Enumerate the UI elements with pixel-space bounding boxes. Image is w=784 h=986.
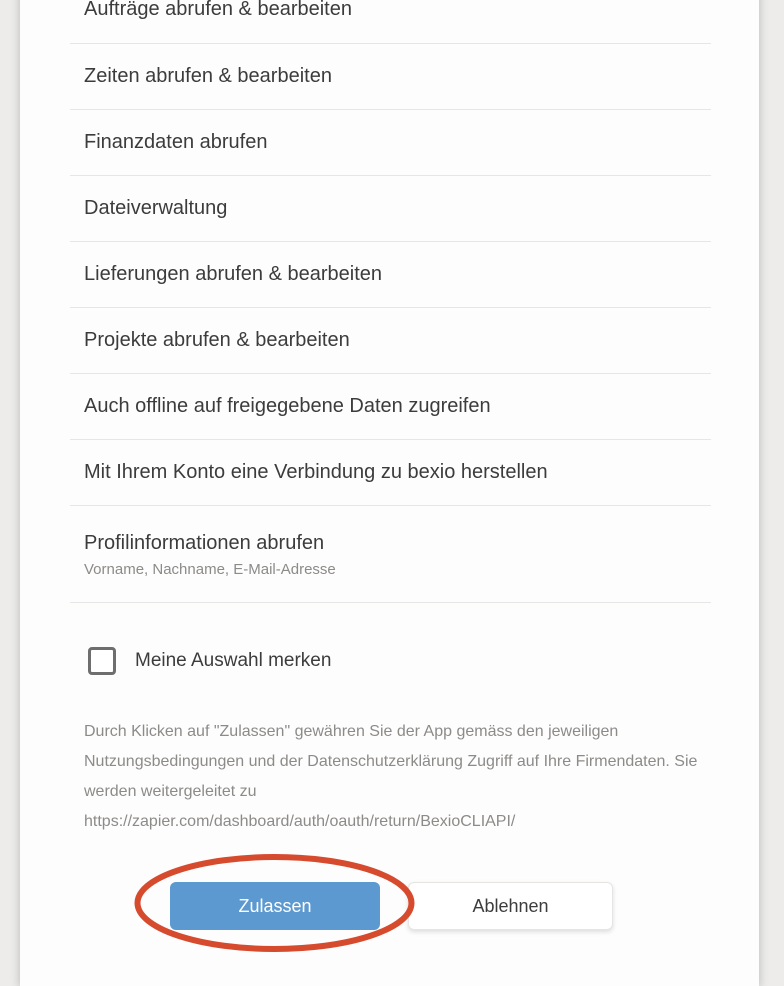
consent-card [20,0,759,986]
permission-item [70,242,711,308]
permission-item [70,110,711,176]
permission-label: Finanzdaten abrufen [84,131,268,153]
permission-label: Projekte abrufen & bearbeiten [84,329,350,351]
action-buttons [170,882,759,930]
permission-sublabel: Vorname, Nachname, E-Mail-Adresse [84,560,336,578]
permission-label: Aufträge abrufen & bearbeiten [84,0,352,20]
permission-label: Lieferungen abrufen & bearbeiten [84,263,383,285]
permissions-list [70,0,711,603]
permission-item [70,0,711,44]
redirect-url: https://zapier.com/dashboard/auth/oauth/return/BexioCLIAPI/ [84,813,516,830]
permission-label: Profilinformationen abrufen [84,531,325,554]
deny-button[interactable]: Ablehnen [408,882,613,930]
permission-item [70,44,711,110]
permission-label: Auch offline auf freigegebene Daten zugreifen [84,395,491,417]
permission-label: Dateiverwaltung [84,197,228,219]
allow-button[interactable]: Zulassen [170,882,380,930]
permission-item [70,308,711,374]
permission-item [70,440,711,506]
permission-item [70,506,711,603]
remember-checkbox-label[interactable]: Meine Auswahl merken [135,650,332,671]
permission-label: Mit Ihrem Konto eine Verbindung zu bexio herstellen [84,461,548,483]
permission-item [70,176,711,242]
disclaimer-text: Durch Klicken auf "Zulassen" gewähren Sie der App gemäss den jeweiligen Nutzungsbedingungen und der Datenschutzerklärung Zugriff auf Ihre Firmendaten. Sie werden weitergeleitet zu [84,723,698,800]
permission-item [70,374,711,440]
permission-label: Zeiten abrufen & bearbeiten [84,65,332,87]
remember-checkbox[interactable] [88,647,116,675]
consent-disclaimer [84,717,719,837]
remember-choice-row [88,647,711,675]
